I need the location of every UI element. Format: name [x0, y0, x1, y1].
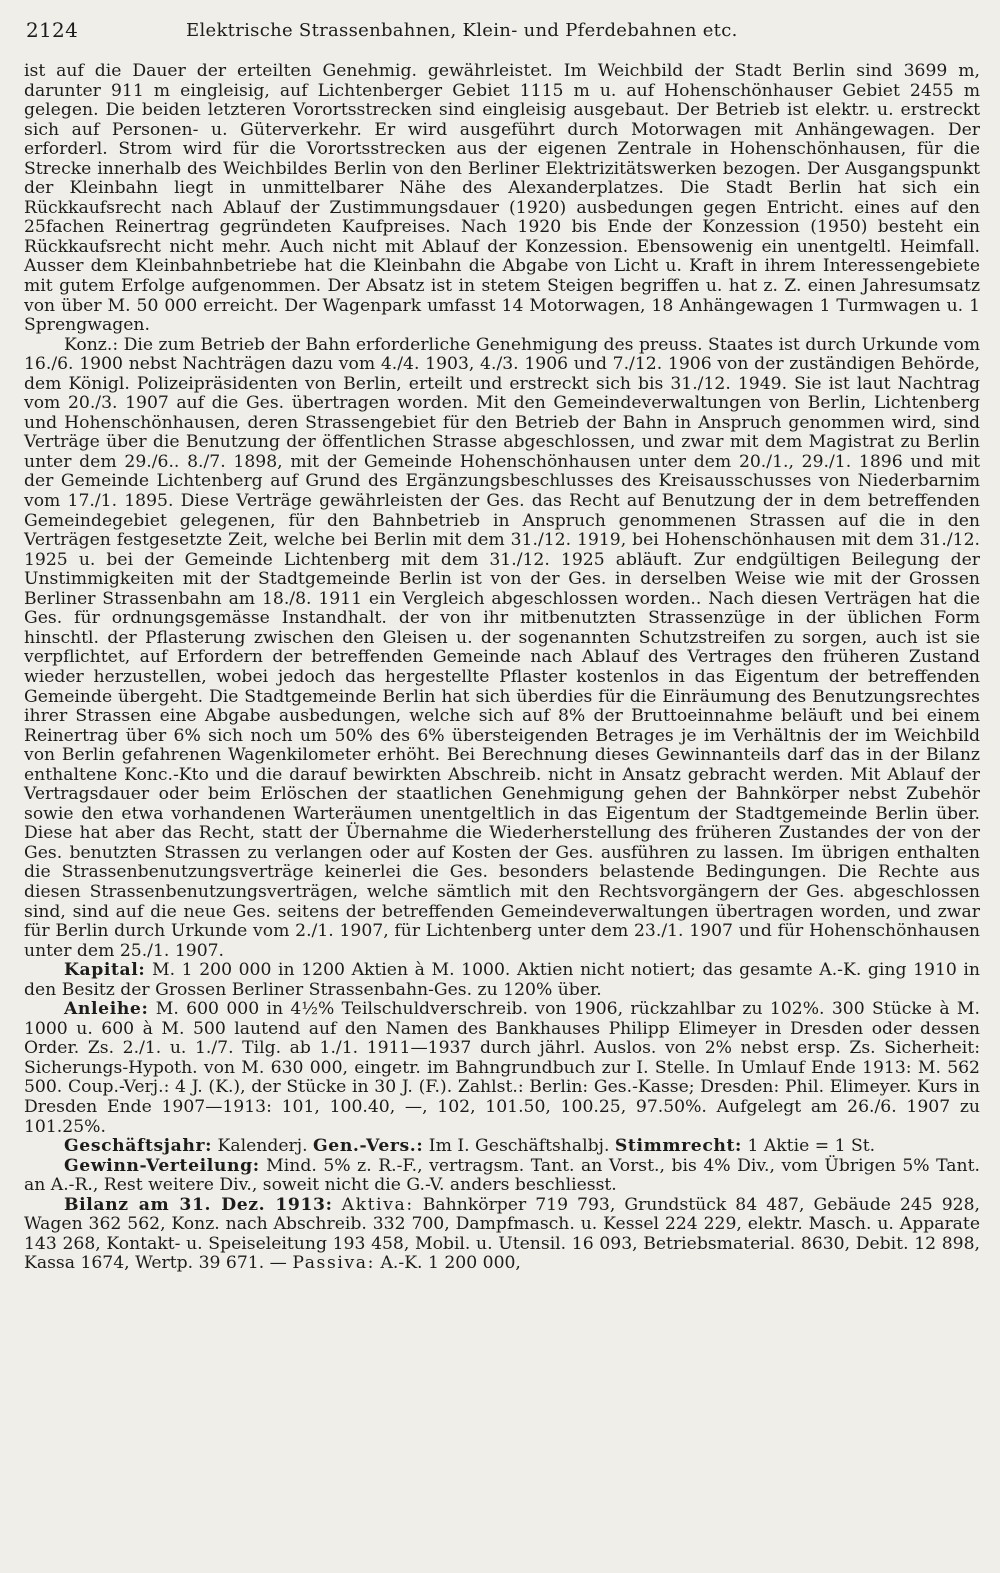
section-label: Geschäftsjahr: — [64, 1136, 213, 1157]
section-label: Kapital: — [64, 960, 146, 981]
paragraph-loan — [24, 1000, 980, 1137]
section-label: Stimmrecht: — [614, 1136, 742, 1157]
paragraph-fiscal-year — [24, 1137, 980, 1157]
paragraph-text: Konz.: Die zum Betrieb der Bahn erforderliche Genehmigung des preuss. Staates ist durch Urkunde vom 16./6. 1900 nebst Nachträgen dazu vom 4./4. 1903, 4./3. 1906 und 7./12. 1906 von der zuständigen Behörde, dem Königl. Polizeipräsidenten von Berlin, erteilt und erstreckt sich bis 31./12. 1949. Sie ist laut Nachtrag vom 20./3. 1907 auf die Ges. übertragen worden. Mit den Gemeindeverwaltungen von Berlin, Lichtenberg und Hohenschönhausen, deren Strassengebiet für den Betrieb der Bahn in Anspruch genommen wird, sind Verträge über die Benutzung der öffentlichen Strasse abgeschlossen, und zwar mit dem Magistrat zu Berlin unter dem 29./6.. 8./7. 1898, mit der Gemeinde Hohenschönhausen unter dem 20./1., 29./1. 1896 und mit der Gemeinde Lichtenberg auf Grund des Ergänzungsbeschlusses des Kreisausschusses von Niederbarnim vom 17./1. 1895. Diese Verträge gewährleisten der Ges. das Recht auf Benutzung der in dem betreffenden Gemeindegebiet gelegenen, für den Bahnbetrieb in Anspruch genommenen Strassen auf die in den Verträgen festgesetzte Zeit, welche bei Berlin mit dem 31./12. 1919, bei Hohenschönhausen mit dem 31./12. 1925 u. bei der Gemeinde Lichtenberg mit dem 31./12. 1925 abläuft. Zur endgültigen Beilegung der Unstimmigkeiten mit der Stadtgemeinde Berlin ist von der Ges. in derselben Weise wie mit der Grossen Berliner Strassenbahn am 18./8. 1911 ein Vergleich abgeschlossen worden.. Nach diesen Verträgen hat die Ges. für ordnungsgemässe Instandhalt. der von ihr mitbenutzten Strassenzüge in der üblichen Form hinschtl. der Pflasterung zwischen den Gleisen u. der sogenannten Schutzstreifen zu sorgen, auch ist sie verpflichtet, auf Erfordern der betreffenden Gemeinde nach Ablauf des Vertrages den früheren Zustand wieder herzustellen, wobei jedoch das hergestellte Pflaster kostenlos in das Eigentum der betreffenden Gemeinde übergeht. Die Stadtgemeinde Berlin hat sich überdies für die Einräumung des Benutzungsrechtes ihrer Strassen eine Abgabe ausbedungen, welche sich auf 8% der Bruttoeinnahme beläuft und bei einem Reinertrag über 6% sich noch um 50% des 6% übersteigenden Betrages je im Verhältnis der im Weichbild von Berlin gefahrenen Wagenkilometer erhöht. Bei Berechnung dieses Gewinnanteils darf das in der Bilanz enthaltene Konc.-Kto und die darauf bewirkten Abschreib. nicht in Ansatz gebracht werden. Mit Ablauf der Vertragsdauer oder beim Erlöschen der staatlichen Genehmigung gehen der Bahnkörper nebst Zubehör sowie den etwa vorhandenen Warteräumen unentgeltlich in das Eigentum der Stadtgemeinde Berlin über. Diese hat aber das Recht, statt der Übernahme die Wiederherstellung des früheren Zustandes der von der Ges. benutzten Strassen zu verlangen oder auf Kosten der Ges. ausführen zu lassen. Im übrigen enthalten die Strassenbenutzungsverträge keinerlei die Ges. besonders belastende Bedingungen. Die Rechte aus diesen Strassenbenutzungsverträgen, welche sämtlich mit den Rechtsvorgängern der Ges. abgeschlossen sind, sind auf die neue Ges. seitens der betreffenden Gemeindeverwaltungen übertragen worden, und zwar für Berlin durch Urkunde vom 2./1. 1907, für Lichtenberg unter dem 23./1. 1907 und für Hohenschönhausen unter dem 25./1. 1907. — [24, 334, 980, 961]
running-head: Elektrische Strassenbahnen, Klein- und Pferdebahnen etc. — [186, 20, 738, 41]
section-label: Passiva: — [292, 1253, 376, 1274]
paragraph-text: Mind. 5% z. R.-F., vertragsm. Tant. an Vorst., bis 4% Div., vom Übrigen 5% Tant. an A.-R., Rest weitere Div., soweit nicht die G.-V. anders beschliesst. — [24, 1155, 980, 1196]
section-label: Gen.-Vers.: — [313, 1136, 424, 1157]
document-body — [24, 58, 980, 1274]
paragraph-route-description — [24, 62, 980, 336]
paragraph-text: 1 Aktie = 1 St. — [741, 1136, 876, 1157]
paragraph-text: M. 600 000 in 4½% Teilschuldverschreib. von 1906, rückzahlbar zu 102%. 300 Stücke à M. 1000 u. 600 à M. 500 lautend auf den Namen des Bankhauses Philipp Elimeyer in Dresden oder dessen Order. Zs. 2./1. u. 1./7. Tilg. ab 1./1. 1911—1937 durch jährl. Auslos. von 2% nebst ersp. Zs. Sicherheit: Sicherungs-Hypoth. von M. 630 000, eingetr. im Bahngrundbuch zur I. Stelle. In Umlauf Ende 1913: M. 562 500. Coup.-Verj.: 4 J. (K.), der Stücke in 30 J. (F.). Zahlst.: Berlin: Ges.-Kasse; Dresden: Phil. Elimeyer. Kurs in Dresden Ende 1907—1913: 101, 100.40, —, 102, 101.50, 100.25, 97.50%. Aufgelegt am 26./6. 1907 zu 101.25%. — [24, 999, 980, 1137]
section-label: Anleihe: — [64, 999, 149, 1020]
paragraph-capital — [24, 961, 980, 1000]
paragraph-text: A.-K. 1 200 000, — [375, 1253, 521, 1274]
paragraph-profit-distribution — [24, 1157, 980, 1196]
paragraph-text: M. 1 200 000 in 1200 Aktien à M. 1000. Aktien nicht notiert; das gesamte A.-K. ging 1910 in den Besitz der Grossen Berliner Strassenbahn-Ges. zu 120% über. — [24, 960, 980, 1000]
page-header — [24, 18, 980, 58]
paragraph-text — [333, 1195, 342, 1215]
paragraph-balance-sheet — [24, 1196, 980, 1274]
paragraph-concession — [24, 336, 980, 962]
paragraph-text: Kalenderj. — [212, 1136, 313, 1157]
section-label: Gewinn-Verteilung: — [64, 1155, 260, 1176]
paragraph-text: Bahnkörper 719 793, Grundstück 84 487, Gebäude 245 928, Wagen 362 562, Konz. nach Abschreib. 332 700, Dampfmasch. u. Kessel 224 229, elektr. Masch. u. Apparate 143 268, Kontakt- u. Speiseleitung 193 458, Mobil. u. Utensil. 16 093, Betriebsmaterial. 8630, Debit. 12 898, Kassa 1674, Wertp. 39 671. — — [24, 1194, 980, 1274]
section-label: Aktiva: — [341, 1194, 414, 1215]
section-label: Bilanz am 31. Dez. 1913: — [64, 1194, 333, 1215]
paragraph-text: Im I. Geschäftshalbj. — [423, 1136, 615, 1157]
document-page — [24, 18, 980, 1558]
paragraph-text: ist auf die Dauer der erteilten Genehmig. gewährleistet. Im Weichbild der Stadt Berlin sind 3699 m, darunter 911 m eingleisig, auf Lichtenberger Gebiet 1115 m u. auf Hohenschönhauser Gebiet 2455 m gelegen. Die beiden letzteren Vorortsstrecken sind eingleisig ausgebaut. Der Betrieb ist elektr. u. erstreckt sich auf Personen- u. Güterverkehr. Er wird ausgeführt durch Motorwagen mit Anhängewagen. Der erforderl. Strom wird für die Vorortsstrecken aus der eigenen Zentrale in Hohenschönhausen, für die Strecke innerhalb des Weichbildes Berlin von den Berliner Elektrizitätswerken bezogen. Der Ausgangspunkt der Kleinbahn liegt in unmittelbarer Nähe des Alexanderplatzes. Die Stadt Berlin hat sich ein Rückkaufsrecht nach Ablauf der Zustimmungsdauer (1920) ausbedungen gegen Entricht. eines auf den 25fachen Reinertrag gegründeten Kaufpreises. Nach 1920 bis Ende der Konzession (1950) besteht ein Rückkaufsrecht nicht mehr. Auch nicht mit Ablauf der Konzession. Ebensowenig ein unentgeltl. Heimfall. Ausser dem Kleinbahnbetriebe hat die Kleinbahn die Abgabe von Licht u. Kraft in ihrem Interessengebiete mit gutem Erfolge aufgenommen. Der Absatz ist in stetem Steigen begriffen u. hat z. Z. einen Jahresumsatz von über M. 50 000 erreicht. Der Wagenpark umfasst 14 Motorwagen, 18 Anhängewagen 1 Turmwagen u. 1 Sprengwagen. — [24, 61, 980, 336]
page-number: 2124 — [26, 18, 79, 42]
